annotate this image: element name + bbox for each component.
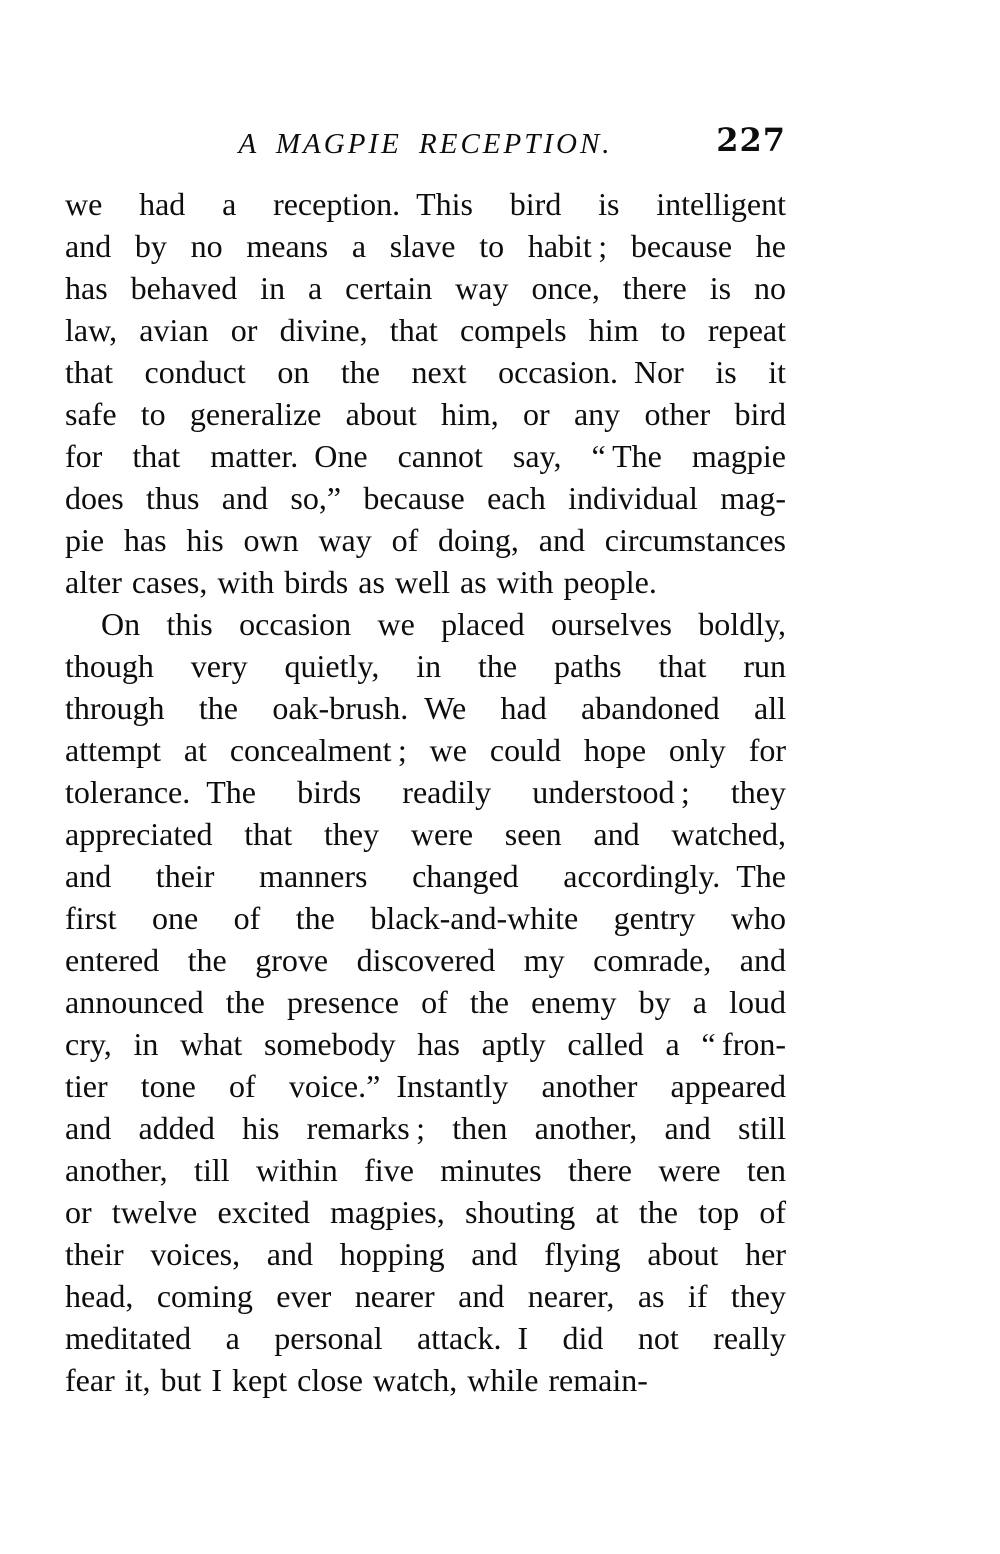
text-line: does thus and so,” because each individual mag- <box>65 480 786 516</box>
text-line: their voices, and hopping and flying about her <box>65 1236 786 1272</box>
text-line: for that matter. One cannot say, “ The magpie <box>65 438 786 474</box>
page-number: 227 <box>716 121 786 159</box>
text-line: appreciated that they were seen and watched, <box>65 816 786 852</box>
text-line: and their manners changed accordingly. The <box>65 858 786 894</box>
text-line: head, coming ever nearer and nearer, as if they <box>65 1278 786 1314</box>
text-line: we had a reception. This bird is intelligent <box>65 186 786 222</box>
text-line: cry, in what somebody has aptly called a “ fron- <box>65 1026 786 1062</box>
text-line: entered the grove discovered my comrade, and <box>65 942 786 978</box>
running-header <box>65 121 786 166</box>
text-line: or twelve excited magpies, shouting at the top of <box>65 1194 786 1230</box>
text-line: announced the presence of the enemy by a loud <box>65 984 786 1020</box>
text-line: tolerance. The birds readily understood ; they <box>65 774 786 810</box>
text-line: On this occasion we placed ourselves boldly, <box>101 606 786 642</box>
text-line: pie has his own way of doing, and circumstances <box>65 522 786 558</box>
text-line: has behaved in a certain way once, there is no <box>65 270 786 306</box>
text-line: fear it, but I kept close watch, while remain- <box>65 1362 648 1398</box>
running-header-title: A MAGPIE RECEPTION. <box>238 128 613 160</box>
text-line: and added his remarks ; then another, and still <box>65 1110 786 1146</box>
text-line: safe to generalize about him, or any other bird <box>65 396 786 432</box>
text-line: through the oak-brush. We had abandoned all <box>65 690 786 726</box>
text-line: though very quietly, in the paths that run <box>65 648 786 684</box>
text-line: first one of the black-and-white gentry who <box>65 900 786 936</box>
text-line: meditated a personal attack. I did not really <box>65 1320 786 1356</box>
text-line: another, till within five minutes there were ten <box>65 1152 786 1188</box>
page-body <box>65 183 786 1401</box>
text-line: law, avian or divine, that compels him to repeat <box>65 312 786 348</box>
text-line: and by no means a slave to habit ; because he <box>65 228 786 264</box>
text-line: tier tone of voice.” Instantly another appeared <box>65 1068 786 1104</box>
text-line: that conduct on the next occasion. Nor is it <box>65 354 786 390</box>
text-line: attempt at concealment ; we could hope only for <box>65 732 786 768</box>
text-line: alter cases, with birds as well as with people. <box>65 564 657 600</box>
